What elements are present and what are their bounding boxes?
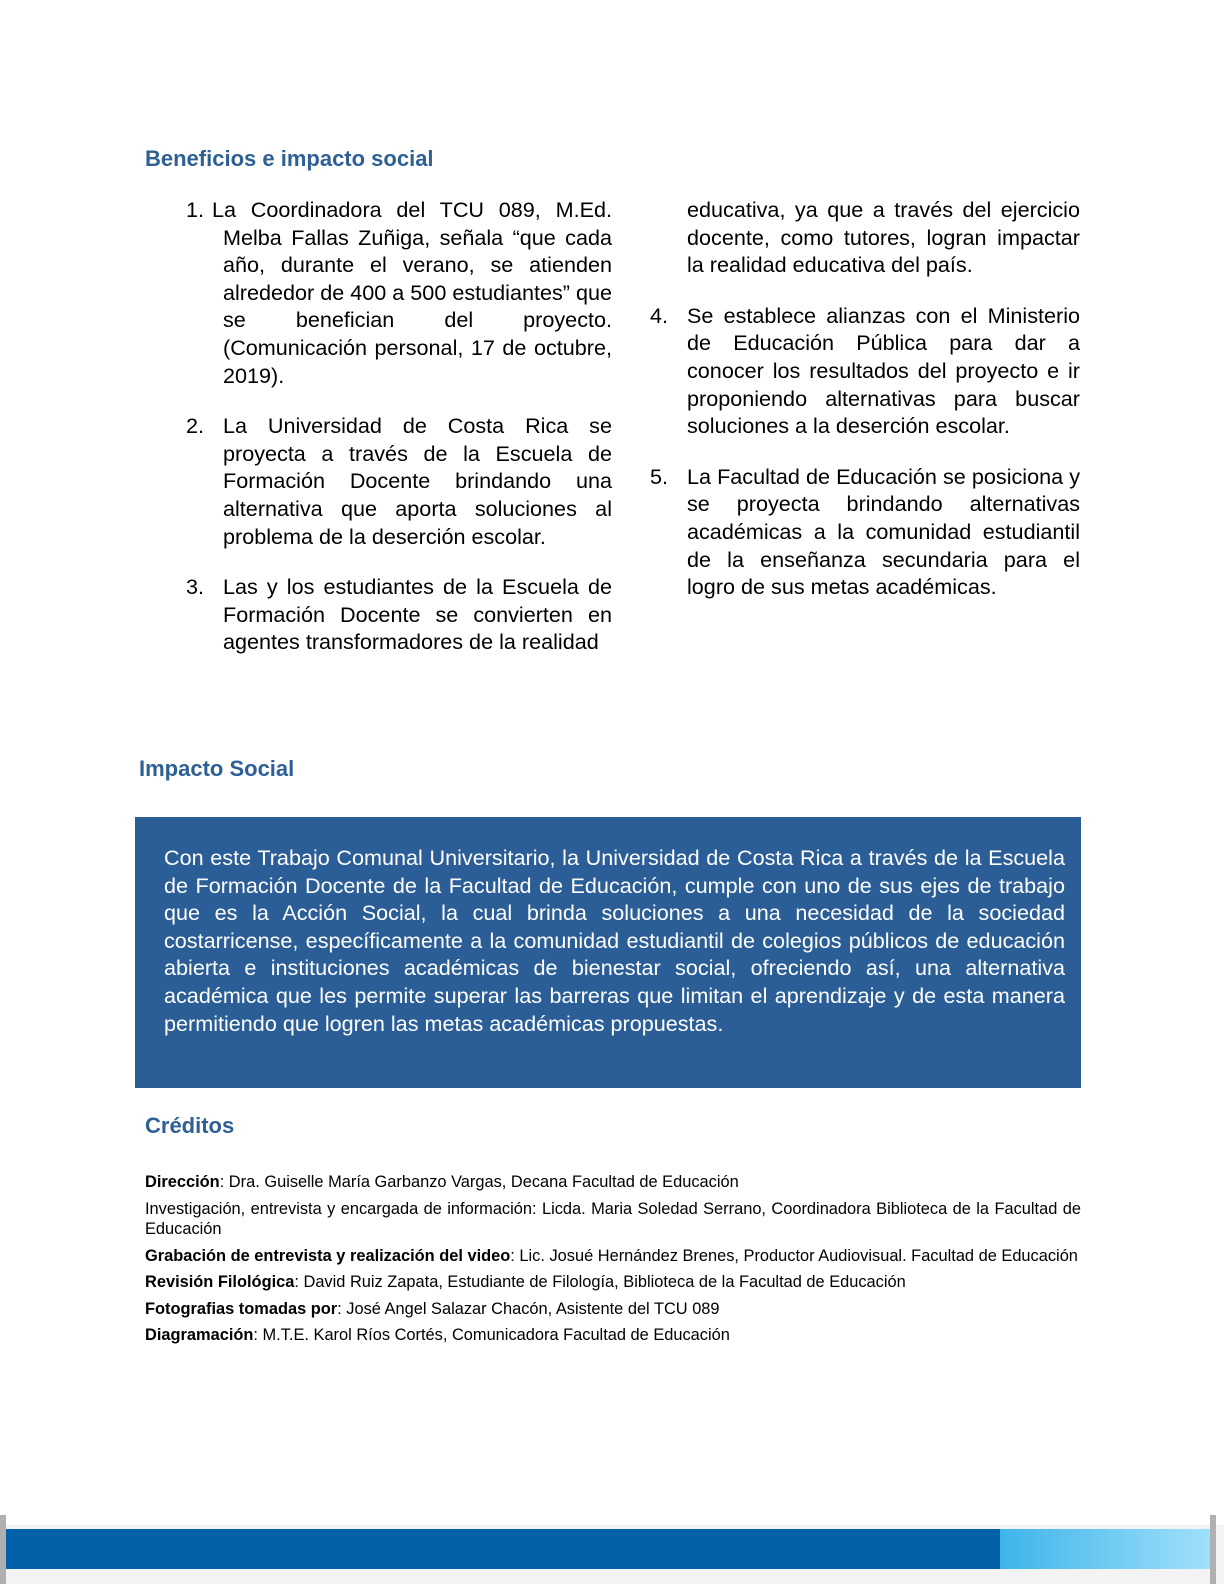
section-heading-impacto: Impacto Social bbox=[139, 756, 295, 781]
credit-label: Dirección bbox=[145, 1173, 220, 1191]
list-item-number: 2. bbox=[186, 413, 205, 439]
list-item-text: La Universidad de Costa Rica se proyecta a través de la Escuela de Formación Docente brindando una alternativa que aporta soluciones al problema de la deserción escolar. bbox=[223, 413, 612, 549]
credit-text: Investigación, entrevista y encargada de información: Licda. Maria Soledad Serrano, Coordinadora Biblioteca de la Facultad de Educación bbox=[145, 1199, 1081, 1238]
list-item-text: Las y los estudiantes de la Escuela de Formación Docente se convierten en agentes transformadores de la realidad bbox=[223, 574, 612, 655]
list-column-right bbox=[650, 196, 1080, 624]
footer-light-bar bbox=[1000, 1529, 1210, 1569]
credit-text: : Lic. Josué Hernández Brenes, Productor Audiovisual. Facultad de Educación bbox=[510, 1246, 1078, 1265]
credit-label: Grabación de entrevista y realización del video bbox=[145, 1246, 511, 1265]
impact-text-box bbox=[135, 817, 1081, 1088]
list-column-left bbox=[186, 196, 612, 679]
list-item bbox=[650, 463, 1080, 601]
list-item bbox=[186, 196, 612, 389]
credit-label: Revisión Filológica bbox=[145, 1273, 295, 1291]
list-item bbox=[186, 412, 612, 550]
credit-line bbox=[145, 1325, 1081, 1346]
list-item-text: La Coordinadora del TCU 089, M.Ed. Melba Fallas Zuñiga, señala “que cada año, durante el verano, se atienden alrededor de 400 a 500 estudiantes” que se benefician del proyecto. (Comunicación personal, 17 de octubre, 2019). bbox=[212, 197, 612, 388]
credit-text: : Dra. Guiselle María Garbanzo Vargas, Decana Facultad de Educación bbox=[219, 1173, 739, 1191]
credit-text: : David Ruiz Zapata, Estudiante de Filología, Biblioteca de la Facultad de Educación bbox=[294, 1273, 906, 1291]
credit-line bbox=[145, 1246, 1081, 1267]
credit-line bbox=[145, 1272, 1081, 1293]
credit-line bbox=[145, 1299, 1081, 1320]
section-heading-creditos: Créditos bbox=[145, 1113, 235, 1138]
list-item-continuation: educativa, ya que a través del ejercicio docente, como tutores, logran impactar la realidad educativa del país. bbox=[687, 197, 1080, 278]
list-item bbox=[186, 573, 612, 656]
credit-label: Fotografias tomadas por bbox=[145, 1299, 338, 1318]
list-item-text: La Facultad de Educación se posiciona y se proyecta brindando alternativas académicas a la comunidad estudiantil de la enseñanza secundaria para el logro de sus metas académicas. bbox=[687, 463, 1080, 600]
section-heading-beneficios: Beneficios e impacto social bbox=[145, 146, 434, 171]
list-item-number: 4. bbox=[650, 302, 669, 328]
credit-text: : José Angel Salazar Chacón, Asistente del TCU 089 bbox=[337, 1299, 720, 1318]
list-item-number: 1. bbox=[186, 197, 205, 222]
credit-line bbox=[145, 1172, 1081, 1193]
impact-paragraph: Con este Trabajo Comunal Universitario, la Universidad de Costa Rica a través de la Escuela de Formación Docente de la Facultad de Educación, cumple con uno de sus ejes de trabajo que es la Acción Social, la cual brinda soluciones a una necesidad de la sociedad costarricense, específicamente a la comunidad estudiantil de colegios públicos de educación abierta e instituciones académicas de bienestar social, ofreciendo así, una alternativa académica que les permite superar las barreras que limitan el aprendizaje y de esta manera permitiendo que logren las metas académicas propuestas. bbox=[164, 845, 1065, 1036]
credits-list bbox=[145, 1172, 1081, 1352]
footer-dark-bar bbox=[6, 1529, 1000, 1569]
footer-edge-right bbox=[1210, 1515, 1216, 1584]
credit-label: Diagramación bbox=[145, 1326, 254, 1344]
credit-line bbox=[145, 1199, 1081, 1240]
list-item-number: 3. bbox=[186, 574, 205, 600]
list-item-number: 5. bbox=[650, 463, 669, 489]
list-item-text: Se establece alianzas con el Ministerio de Educación Pública para dar a conocer los resultados del proyecto e ir proponiendo alternativas para buscar soluciones a la deserción escolar. bbox=[687, 302, 1080, 439]
credit-text: : M.T.E. Karol Ríos Cortés, Comunicadora Facultad de Educación bbox=[253, 1326, 730, 1344]
list-item bbox=[650, 302, 1080, 440]
